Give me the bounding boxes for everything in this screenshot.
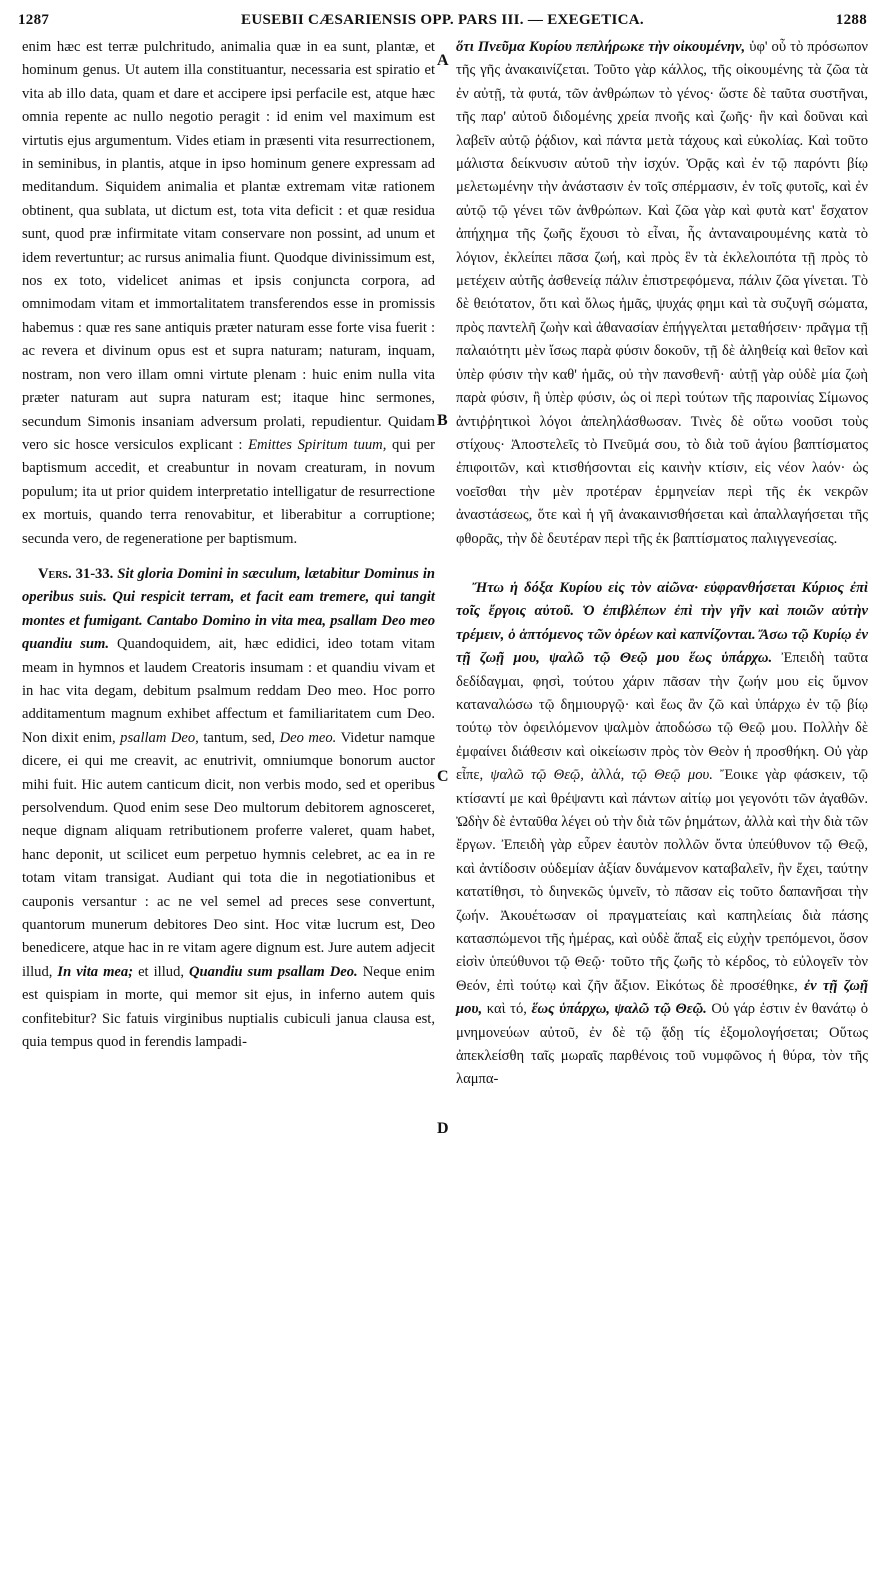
margin-letter-a: A — [437, 52, 449, 69]
page-number-left: 1287 — [18, 11, 50, 28]
margin-letter-d: D — [437, 1120, 449, 1137]
verse-label: Vers. 31-33. — [38, 565, 114, 582]
greek-lemma-2: Ἤτω ἡ δόξα Κυρίου εἰς τὸν αἰῶνα· εὐφρανθήσεται Κύριος ἐπὶ τοῖς ἔργοις αὐτοῦ. Ὁ ἐπιβλέπων ἐπὶ τὴν γῆν καὶ ποιῶν αὐτὴν τρέμειν, ὁ ἁπτόμενος τῶν ὀρέων καὶ καπνίζονται. Ἄσω τῷ Κυρίῳ ἐν τῇ ζωῇ μου, ψαλῶ τῷ Θεῷ μου ἕως ὑπάρχω. — [456, 579, 868, 667]
margin-letter-c: C — [437, 768, 449, 785]
latin-lemma: Sit gloria Domini in sæculum, lætabitur Dominus in operibus suis. Qui respicit terram, et facit eam tremere, qui tangit montes et fumigant. Cantabo Domino in vita mea, psallam Deo meo quandiu sum. — [22, 565, 435, 653]
latin-paragraph-1: enim hæc est terræ pulchritudo, animalia quæ in ea sunt, plantæ, et hominum genus. Ut autem illa constituantur, necessaria est spiratio et vita ab illo data, quam et dare et accipere ipsi perfacile est, atque hæc omnia repente ac nullo negotio peragit : id enim vel maximum est virtutis ejus argumentum. Vides etiam in præsenti vita resurrectionem, in seminibus, in plantis, atque in ipso hominum genere expressam ad meditandum. Siquidem animalia et plantæ extremam vitæ rationem obtinent, qua sublata, ut dictum est, tota vita deficit : et quæ residua sunt, quod præ infirmitate vitam conservare non possint, ad unum et idem revertuntur; ac rursus animalia fiunt. Quodque divinissimum est, nos ex toto, videlicet animas et ipsis conjuncta corpora, ad omnimodam vitam et immortalitatem transferendos esse in promissis habemus : quæ res sane antiquis præter naturam esse forte visa fuerit : ac revera et divinum opus est et supra naturam; naturam, inquam, nostram, non vero illam omni virtute plenam : huic enim nulla vita præter naturam aut supra naturam est; itaque hinc sermones, secundum Simonis insaniam adversum prolati, repudientur. Quidam vero sic hosce versiculos explicant : Emittes Spiritum tuum, qui per baptismum accedit, et creabuntur in novam creaturam, in novum populum; ita ut prior quidem interpretatio intelligatur de resurrectione ex mortuis, quando terra renovabitur, et liberabitur a corruptione; secunda vero, de regeneratione per baptismum. — [22, 39, 435, 547]
greek-lemma-1: ὅτι Πνεῦμα Κυρίου πεπλήρωκε τὴν οἰκουμένην, — [456, 39, 746, 55]
latin-verse-paragraph: Vers. 31-33. Sit gloria Domini in sæculum, lætabitur Dominus in operibus suis. Qui respicit terram, et facit eam tremere, qui tangit montes et fumigant. Cantabo Domino in vita mea, psallam Deo meo quandiu sum. Quandoquidem, ait, hæc edidici, ideo totam vitam meam in hymnos et laudem Creatoris insumam : et quandiu vivam et in hac vita degam, debitum psalmum reddam Deo meo. Hoc porro additamentum magnum exhibet affectum et familiaritatem cum Deo. Non dixit enim, psallam Deo, tantum, sed, Deo meo. Videtur namque dicere, ei qui me creavit, ac enutrivit, omniumque bonorum auctor mihi fuit. Hic autem canticum dicit, non verbis modo, sed et operibus persolvendum. Quod enim sese Deo multorum debitorem agnosceret, neque dignam aliquam retributionem proferre valeret, quam habet, hanc deponit, ut scilicet eum perpetuo hymnis celebret, ac ea in re totam vitam transigat. Audiant qui tota die in negotiationibus et cauponis versantur : ac ne vel semel ad preces sese convertunt, quantorum munerum debitores Deo sint. Hoc vitæ lucrum est, Deo benedicere, atque hac in re vitam agere dignum est. Jure autem adjecit illud, In vita mea; et illud, Quandiu sum psallam Deo. Neque enim est quispiam in morte, qui memor sit ejus, in inferno autem quis confitebitur? Sic fatuis virginibus nuptialis cubiculi janua clausa est, quia tempus quod in ferendis lampadi- — [22, 565, 435, 1051]
running-header — [18, 8, 867, 32]
latin-quote: Emittes Spiritum tuum, — [248, 436, 387, 453]
margin-letter-b: B — [437, 412, 448, 429]
greek-column — [456, 36, 868, 1092]
running-title: EUSEBII CÆSARIENSIS OPP. PARS III. — EXEGETICA. — [241, 11, 644, 28]
greek-verse-paragraph: Ἤτω ἡ δόξα Κυρίου εἰς τὸν αἰῶνα· εὐφρανθήσεται Κύριος ἐπὶ τοῖς ἔργοις αὐτοῦ. Ὁ ἐπιβλέπων ἐπὶ τὴν γῆν καὶ ποιῶν αὐτὴν τρέμειν, ὁ ἁπτόμενος τῶν ὀρέων καὶ καπνίζονται. Ἄσω τῷ Κυρίῳ ἐν τῇ ζωῇ μου, ψαλῶ τῷ Θεῷ μου ἕως ὑπάρχω. Ἐπειδὴ ταῦτα δεδίδαγμαι, φησὶ, τούτου χάριν πᾶσαν τὴν ζωήν μου εἰς ὕμνον καταναλώσω τῷ δημιουργῷ· καὶ ἕως ἂν ζῶ καὶ ὑπάρχω ἐν τῷ βίῳ τούτῳ τὸν ὀφειλόμενον ψαλμὸν ἀποδώσω τῷ Θεῷ μου. Πολλὴν δὲ ἐμφαίνει διάθεσιν καὶ οἰκείωσιν πρὸς τὸν Θεὸν ἡ προσθήκη. Οὐ γὰρ εἶπε, ψαλῶ τῷ Θεῷ, ἀλλά, τῷ Θεῷ μου. Ἔοικε γὰρ φάσκειν, τῷ κτίσαντί με καὶ θρέψαντι καὶ πάντων αἰτίῳ μοι γεγονότι τῶν ἀγαθῶν. Ὠδὴν δὲ ἐνταῦθα λέγει οὐ τὴν διὰ τῶν ῥημάτων, ἀλλὰ καὶ τὴν διὰ τῶν ἔργων. Ἐπειδὴ γὰρ εὗρεν ἑαυτὸν πολλῶν ὄντα ὑπεύθυνον τῷ Θεῷ, καὶ ἀντίδοσιν οὐδεμίαν ἀξίαν δυνάμενον καταβαλεῖν, ἣν ἔχει, ταύτην κατατίθησι, τὸ διηνεκῶς ὑμνεῖν, τὸ πᾶσαν εἰς τοῦτο δαπανῆσαι τὴν ζωήν. Ἀκουέτωσαν οἱ πραγματείαις καὶ καπηλείαις διὰ πάσης κατασπώμενοι τῆς ἡμέρας, καὶ οὐδὲ ἅπαξ εἰς εὐχὴν τρεπόμενοι, ὅσον εἰσὶν ὑπεύθυνοι τῷ Θεῷ· τοῦτο τῆς ζωῆς τὸ κέρδος, τὸ εὐλογεῖν τὸν Θεόν, ἐπὶ τούτῳ καὶ ζῆν ἄξιον. Εἰκότως δὲ προσέθηκε, ἐν τῇ ζωῇ μου, καὶ τό, ἕως ὑπάρχω, ψαλῶ τῷ Θεῷ. Οὐ γάρ ἐστιν ἐν θανάτῳ ὁ μνημονεύων αὐτοῦ, ἐν δὲ τῷ ᾅδῃ τίς ἐξομολογήσεται; Οὕτως ἀπεκλείσθη ταῖς μωραῖς παρθένοις τοῦ νυμφῶνος ἡ θύρα, τὸν τῆς λαμπα- — [456, 579, 869, 1088]
greek-paragraph-1: ὅτι Πνεῦμα Κυρίου πεπλήρωκε τὴν οἰκουμένην, ὑφ' οὗ τὸ πρόσωπον τῆς γῆς ἀνακαινίζεται. Τοῦτο γὰρ κάλλος, τῆς οἰκουμένης τὰ ζῶα τὰ ἐν αὐτῇ, τὰ φυτά, τῶν ἀνθρώπων τὸ γένος· ὥστε δὲ ταῦτα συστῆναι, τῆς παρ' αὐτοῦ διδομένης χρεία πνοῆς καὶ ζωῆς· ἣν καὶ δοῦναι καὶ λαβεῖν αὐτῷ ῥᾴδιον, καὶ πάντα μετὰ τάχους καὶ εὐκολίας. Καὶ τοῦτο μάλιστα δείκνυσιν αὐτοῦ τὴν ἰσχύν. Ὁρᾷς καὶ ἐν τῷ παρόντι βίῳ μελετωμένην τὴν ἀνάστασιν ἐν τοῖς σπέρμασιν, ἐν τοῖς φυτοῖς, καὶ ἐν αὐτῷ τῷ γένει τῶν ἀνθρώπων. Καὶ ζῶα γὰρ καὶ φυτὰ κατ' ἔσχατον ἀπήχημα τῆς ζωῆς ἔχουσι τὸ εἶναι, ἧς ἀνταναιρουμένης κατὰ τὸ λόγιον, ἐκλείπει πᾶσα ζωή, καὶ πρὸς ἓν τὰ ἐκλελοιπότα τῇ πρὸς τὸ μετέχειν αὐτῆς ἀσθενείᾳ πάλιν ἐπιστρεφόμενα, πάλιν ζῶα γίνεται. Τὸ δὲ θειότατον, ὅτι καὶ ὅλως ἡμᾶς, ψυχάς φημι καὶ τὰ συζυγῆ σώματα, πρὸς παντελῆ ζωὴν καὶ ἀθανασίαν ἐπήγγελται μεταθήσειν· πρᾶγμα τῇ παλαιότητι μὲν ἴσως παρὰ φύσιν δοκοῦν, τῇ δὲ ἀληθείᾳ καὶ θεῖον καὶ ὑπὲρ φύσιν τὴν καθ' ἡμᾶς, οὐ τὴν πανσθενῆ· αὐτῇ γὰρ οὐδὲ μία ζωὴ παρὰ φύσιν, ἢ ὑπὲρ φύσιν, ὡς οἱ περὶ τούτων τῆς παροινίας Σίμωνος ἀντιῤῥητικοὶ λόγοι ἀπεληλάσθωσαν. Τινὲς δὲ οὕτω νοοῦσι τοὺς στίχους· Ἀποστελεῖς τὸ Πνεῦμά σου, τὸ διὰ τοῦ ἁγίου βαπτίσματος ἐπιφοιτῶν, καὶ κτισθήσονται εἰς καινὴν κτίσιν, εἰς νέον λαόν· ὡς νοεῖσθαι τὴν μὲν προτέραν ἑρμηνείαν περὶ τῆς ἐκ νεκρῶν ἀναστάσεως, ὅτε καὶ ἡ γῆ ἀνακαινισθήσεται καὶ ἀπαλλαγήσεται τῆς φθορᾶς, τὴν δὲ δευτέραν περὶ τῆς ἐκ βαπτίσματος παλιγγενεσίας. — [456, 39, 868, 547]
page-number-right: 1288 — [835, 11, 867, 28]
latin-column — [22, 36, 435, 1054]
